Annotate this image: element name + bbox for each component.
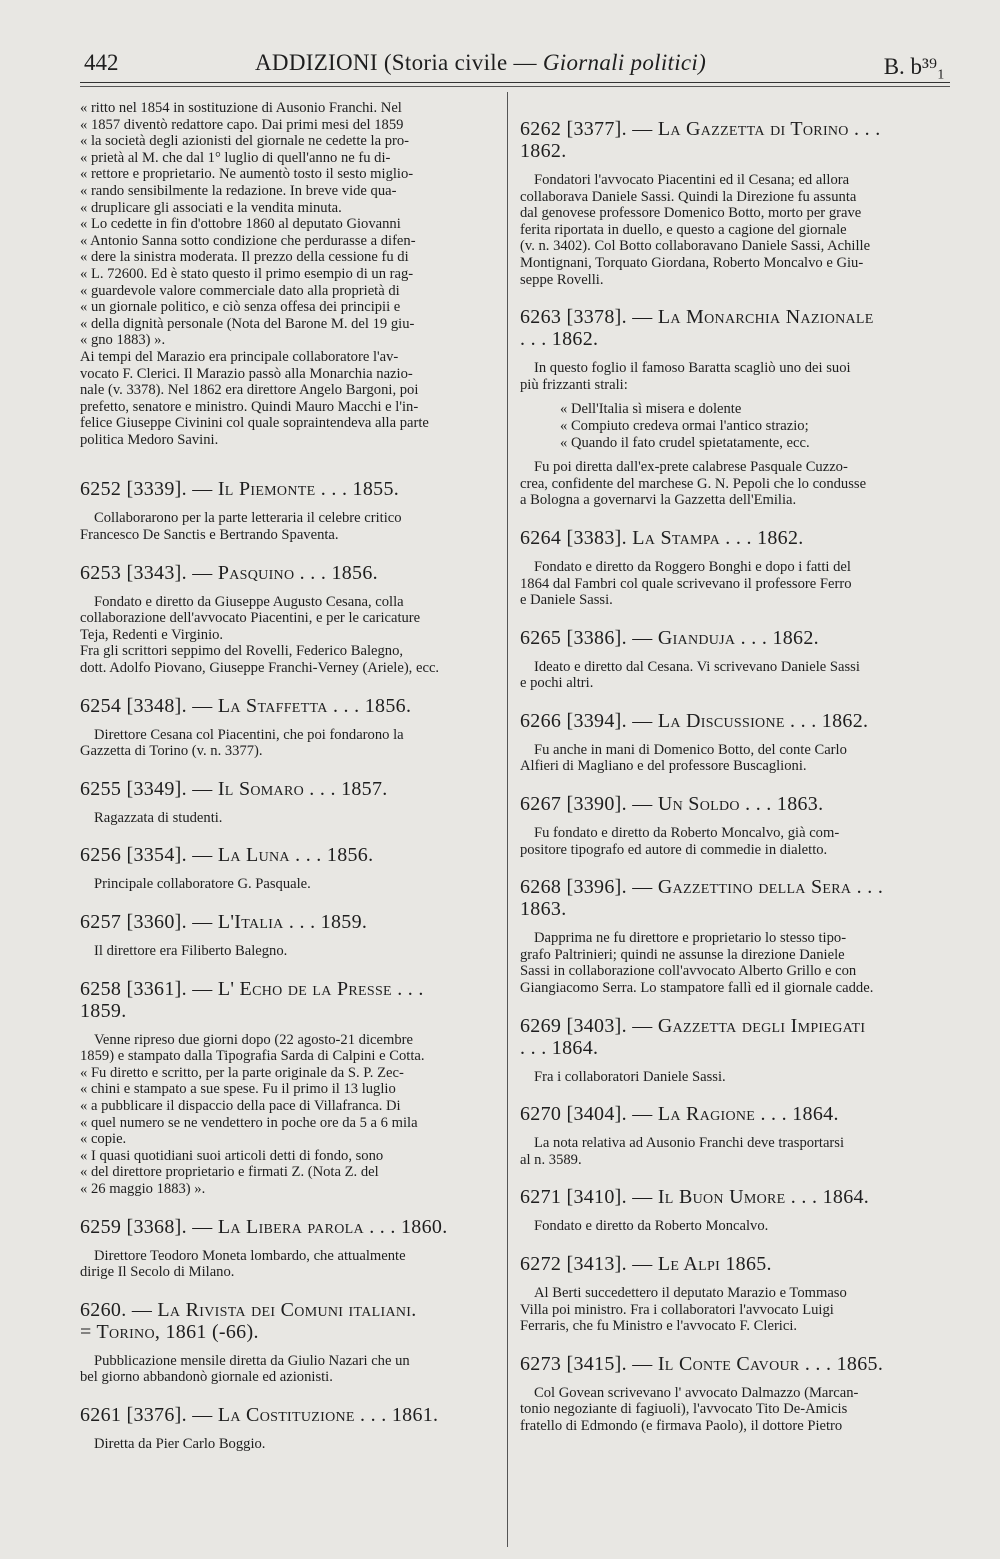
intro-line: « gno 1883) ». bbox=[80, 332, 166, 349]
entry-line: Principale collaboratore G. Pasquale. bbox=[94, 876, 311, 893]
entry-heading bbox=[520, 527, 940, 549]
catalog-entry bbox=[520, 527, 940, 609]
entry-line: e Daniele Sassi. bbox=[520, 592, 613, 609]
right-column bbox=[520, 100, 940, 1435]
verse-line: « Quando il fato crudel spietatamente, ecc. bbox=[560, 434, 810, 451]
entry-heading bbox=[520, 876, 940, 898]
entry-line: fratello di Edmondo (e firmava Paolo), il dottore Pietro bbox=[520, 1417, 843, 1434]
entry-line: bel giorno abbandonò giornale ed azionisti. bbox=[80, 1369, 333, 1386]
entry-line: Francesco De Sanctis e Bertrando Spaventa. bbox=[80, 527, 339, 544]
intro-line: « Antonio Sanna sotto condizione che perdurasse a difen- bbox=[80, 232, 416, 249]
entry-line: Venne ripreso due giorni dopo (22 agosto-21 dicembre bbox=[94, 1031, 413, 1048]
left-column bbox=[80, 100, 495, 1453]
column-divider bbox=[507, 92, 508, 1547]
entry-line: tonio negoziante di fagiuoli), l'avvocato Tito De-Amicis bbox=[520, 1401, 848, 1418]
entry-line: Pubblicazione mensile diretta da Giulio Nazari che un bbox=[94, 1352, 410, 1369]
intro-line: « 1857 diventò redattore capo. Dai primi mesi del 1859 bbox=[80, 116, 404, 133]
entry-line: crea, confidente del marchese G. N. Pepoli che lo condusse bbox=[520, 475, 867, 492]
entry-line: 1864 dal Fambri col quale scrivevano il professore Ferro bbox=[520, 575, 852, 592]
entry-body bbox=[520, 1218, 940, 1235]
entry-body bbox=[520, 659, 940, 692]
intro-line: « della dignità personale (Nota del Barone M. del 19 giu- bbox=[80, 315, 415, 332]
entry-number: 6258 [3361]. bbox=[80, 977, 187, 1000]
entry-number: 6272 [3413]. bbox=[520, 1253, 627, 1275]
catalog-entry bbox=[80, 778, 495, 827]
entry-line: Fu fondato e diretto da Roberto Moncalvo, già com- bbox=[534, 825, 840, 842]
catalog-entry bbox=[520, 306, 940, 509]
entry-line: 1859) e stampato dalla Tipografia Sarda di Calpini e Cotta. bbox=[80, 1048, 425, 1065]
entry-title: La Stampa . . . 1862. bbox=[632, 526, 804, 549]
catalog-entry bbox=[80, 911, 495, 960]
intro-line: vocato F. Clerici. Il Marazio passò alla Monarchia nazio- bbox=[80, 365, 413, 382]
entry-number: 6270 [3404]. bbox=[520, 1103, 627, 1126]
intro-line: « dere la sinistra moderata. Il prezzo della cessione fu di bbox=[80, 249, 409, 266]
entry-line: grafo Paltrinieri; quindi ne assunse la direzione Daniele bbox=[520, 946, 845, 963]
entry-body bbox=[80, 1436, 495, 1453]
right-entries bbox=[520, 118, 940, 1435]
entry-number: 6262 [3377]. bbox=[520, 118, 627, 140]
entry-title: — Il Buon Umore . . . 1864. bbox=[632, 1186, 870, 1209]
entry-line: Ideato e diretto dal Cesana. Vi scrivevano Daniele Sassi bbox=[534, 658, 860, 675]
entry-heading bbox=[80, 844, 495, 866]
entry-line: « del direttore proprietario e firmati Z. (Nota Z. del bbox=[80, 1164, 379, 1181]
entry-line: Fondato e diretto da Roggero Bonghi e dopo i fatti del bbox=[534, 558, 851, 575]
catalog-entry bbox=[80, 1216, 495, 1281]
catalog-entry bbox=[520, 627, 940, 692]
intro-line: « un giornale politico, e ciò senza offesa dei principii e bbox=[80, 299, 401, 316]
entry-heading bbox=[80, 911, 495, 933]
header-rule-thin bbox=[80, 86, 950, 87]
entry-body bbox=[80, 810, 495, 827]
catalog-entry bbox=[80, 844, 495, 893]
entry-line: e pochi altri. bbox=[520, 675, 594, 692]
entry-title: — L'Italia . . . 1859. bbox=[192, 911, 368, 933]
entry-number: 6263 [3378]. bbox=[520, 306, 627, 329]
entry-line: Collaborarono per la parte letteraria il celebre critico bbox=[94, 510, 402, 527]
entry-number: 6256 [3354]. bbox=[80, 844, 187, 867]
entry-line: collaborazione dell'avvocato Piacentini, e per le caricature bbox=[80, 610, 421, 627]
running-title-italic: Giornali politici) bbox=[542, 50, 707, 75]
entry-heading bbox=[520, 627, 940, 649]
entry-heading bbox=[80, 1216, 495, 1238]
signature-mark: B. b³⁹₁ bbox=[883, 54, 945, 79]
entry-line: Alfieri di Magliano e del professore Buscaglioni. bbox=[520, 758, 807, 775]
entry-title: — La Gazzetta di Torino . . . bbox=[632, 118, 881, 140]
entry-line: La nota relativa ad Ausonio Franchi deve trasportarsi bbox=[534, 1135, 845, 1152]
intro-line: prefetto, senatore e ministro. Quindi Mauro Macchi e l'in- bbox=[80, 398, 419, 415]
entry-line: al n. 3589. bbox=[520, 1151, 582, 1168]
entry-line: (v. n. 3402). Col Botto collaboravano Daniele Sassi, Achille bbox=[520, 238, 871, 255]
catalog-entry bbox=[80, 478, 495, 543]
entry-title: — Il Somaro . . . 1857. bbox=[192, 777, 388, 800]
entry-line: più frizzanti strali: bbox=[520, 376, 628, 393]
entry-heading bbox=[80, 778, 495, 800]
entry-heading-cont: 1862. bbox=[520, 140, 567, 162]
entry-line: « chini e stampato a sue spese. Fu il primo il 13 luglio bbox=[80, 1081, 396, 1098]
entry-title: — Il Conte Cavour . . . 1865. bbox=[632, 1352, 884, 1375]
entry-body bbox=[80, 876, 495, 893]
entry-body bbox=[80, 510, 495, 543]
entry-heading-cont: 1863. bbox=[520, 898, 567, 921]
entry-number: 6265 [3386]. bbox=[520, 626, 627, 649]
entry-title: — L' Echo de la Presse . . . bbox=[192, 977, 424, 1000]
running-title bbox=[255, 50, 706, 76]
entry-heading-cont: . . . 1862. bbox=[520, 328, 599, 351]
catalog-entry bbox=[520, 1353, 940, 1435]
entry-number: 6269 [3403]. bbox=[520, 1014, 627, 1037]
intro-line: « rettore e proprietario. Ne aumentò tosto il sesto miglio- bbox=[80, 166, 414, 183]
entry-body bbox=[80, 594, 495, 677]
entry-line: dott. Adolfo Piovano, Giuseppe Franchi-Verney (Ariele), ecc. bbox=[80, 660, 440, 677]
entry-number: 6267 [3390]. bbox=[520, 793, 627, 816]
intro-line: « rando sensibilmente la redazione. In breve vide qua- bbox=[80, 182, 397, 199]
entry-heading bbox=[80, 1299, 495, 1321]
entry-body bbox=[520, 930, 940, 996]
intro-line: nale (v. 3378). Nel 1862 era direttore Angelo Bargoni, poi bbox=[80, 382, 419, 399]
entry-line: « copie. bbox=[80, 1131, 127, 1148]
entry-line: Fondato e diretto da Roberto Moncalvo. bbox=[534, 1218, 769, 1235]
entry-title: — La Libera parola . . . 1860. bbox=[192, 1215, 448, 1238]
entry-heading bbox=[520, 1015, 940, 1037]
entry-line: dal genovese professore Domenico Botto, morto per grave bbox=[520, 205, 862, 222]
entry-heading-cont: 1859. bbox=[80, 999, 127, 1022]
entry-title: — Il Piemonte . . . 1855. bbox=[192, 478, 400, 501]
entry-title: — La Ragione . . . 1864. bbox=[632, 1103, 839, 1126]
header-rule bbox=[80, 82, 950, 83]
entry-body bbox=[80, 727, 495, 760]
entry-title: — Gazzettino della Sera . . . bbox=[632, 876, 884, 899]
entry-line: Diretta da Pier Carlo Boggio. bbox=[94, 1435, 266, 1452]
entry-number: 6253 [3343]. bbox=[80, 561, 187, 584]
verse-block bbox=[520, 401, 940, 451]
running-title-text: ADDIZIONI (Storia civile — bbox=[255, 50, 537, 75]
catalog-entry bbox=[80, 1404, 495, 1453]
entry-number: 6255 [3349]. bbox=[80, 777, 187, 800]
running-header bbox=[80, 44, 945, 92]
entry-line: « Fu diretto e scritto, per la parte originale da S. P. Zec- bbox=[80, 1064, 404, 1081]
entry-line: Fondato e diretto da Giuseppe Augusto Cesana, colla bbox=[94, 593, 404, 610]
intro-line: « la società degli azionisti del giornale ne cedette la pro- bbox=[80, 133, 410, 150]
entry-line: « quel numero se ne vendettero in poche ore da 5 a 6 mila bbox=[80, 1114, 418, 1131]
catalog-entry bbox=[520, 876, 940, 996]
entry-line: Direttore Cesana col Piacentini, che poi fondarono la bbox=[94, 726, 404, 743]
entry-body bbox=[80, 1353, 495, 1386]
entry-line: « 26 maggio 1883) ». bbox=[80, 1180, 206, 1197]
entry-heading bbox=[520, 793, 940, 815]
entry-title: — La Costituzione . . . 1861. bbox=[192, 1403, 439, 1426]
entry-body bbox=[520, 1285, 940, 1335]
entry-line: collaborava Daniele Sassi. Quindi la Direzione fu assunta bbox=[520, 188, 857, 205]
entry-body bbox=[520, 360, 940, 509]
entry-line: Fu anche in mani di Domenico Botto, del conte Carlo bbox=[534, 741, 847, 758]
entry-number: 6264 [3383]. bbox=[520, 526, 627, 549]
entry-body bbox=[520, 742, 940, 775]
entry-heading bbox=[520, 1103, 940, 1125]
entry-heading bbox=[80, 562, 495, 584]
entry-number: 6259 [3368]. bbox=[80, 1215, 187, 1238]
catalog-entry bbox=[520, 710, 940, 775]
entry-line: Giangiacomo Serra. Lo stampatore fallì ed il giornale cadde. bbox=[520, 980, 874, 997]
catalog-entry bbox=[520, 1253, 940, 1335]
catalog-entry bbox=[80, 695, 495, 760]
entry-line: Ragazzata di studenti. bbox=[94, 809, 223, 826]
entry-body bbox=[520, 1385, 940, 1435]
entry-line: Montignani, Torquato Giordana, Roberto Moncalvo e Giu- bbox=[520, 254, 864, 271]
entry-body bbox=[520, 172, 940, 288]
entry-title: — La Rivista dei Comuni italiani. bbox=[131, 1298, 417, 1321]
entry-line: seppe Rovelli. bbox=[520, 271, 604, 288]
entry-heading bbox=[80, 478, 495, 500]
entry-title: — La Monarchia Nazionale bbox=[632, 306, 874, 329]
entry-heading bbox=[80, 1404, 495, 1426]
entry-title: — La Luna . . . 1856. bbox=[192, 844, 374, 867]
entry-line: ferita riportata in duello, e questo a cagione del giornale bbox=[520, 221, 847, 238]
entry-heading bbox=[520, 710, 940, 732]
entry-number: 6261 [3376]. bbox=[80, 1403, 187, 1426]
entry-line: dirige Il Secolo di Milano. bbox=[80, 1264, 235, 1281]
entry-title: — Gianduja . . . 1862. bbox=[632, 626, 819, 649]
entry-number: 6254 [3348]. bbox=[80, 694, 187, 717]
intro-quote bbox=[80, 100, 495, 448]
intro-line: Ai tempi del Marazio era principale collaboratore l'av- bbox=[80, 348, 399, 365]
entry-heading bbox=[520, 1353, 940, 1375]
entry-line: Fu poi diretta dall'ex-prete calabrese Pasquale Cuzzo- bbox=[534, 459, 848, 476]
entry-line: Fra gli scrittori seppimo del Rovelli, Federico Balegno, bbox=[80, 643, 404, 660]
intro-line: « ritto nel 1854 in sostituzione di Ausonio Franchi. Nel bbox=[80, 100, 402, 116]
entry-heading bbox=[520, 118, 940, 140]
catalog-entry bbox=[520, 793, 940, 858]
entry-line: Col Govean scrivevano l' avvocato Dalmazzo (Marcan- bbox=[534, 1384, 859, 1401]
entry-heading bbox=[80, 695, 495, 717]
intro-line: politica Medoro Savini. bbox=[80, 431, 219, 448]
catalog-entry bbox=[80, 562, 495, 677]
entry-line: a Bologna a governarvi la Gazzetta dell'Emilia. bbox=[520, 492, 797, 509]
entry-number: 6252 [3339]. bbox=[80, 478, 187, 501]
intro-line: « guardevole valore commerciale dato alla proprietà di bbox=[80, 282, 400, 299]
entry-line: positore tipografo ed autore di commedie in dialetto. bbox=[520, 841, 828, 858]
entry-body bbox=[520, 1135, 940, 1168]
entry-line: « I quasi quotidiani suoi articoli detti di fondo, sono bbox=[80, 1147, 384, 1164]
entry-number: 6268 [3396]. bbox=[520, 876, 627, 899]
entry-line: Direttore Teodoro Moneta lombardo, che attualmente bbox=[94, 1247, 406, 1264]
intro-line: « prietà al M. che dal 1° luglio di quell'anno ne fu di- bbox=[80, 149, 391, 166]
entry-body bbox=[520, 559, 940, 609]
entry-body bbox=[520, 825, 940, 858]
entry-body bbox=[520, 1069, 940, 1086]
entry-title: — Pasquino . . . 1856. bbox=[192, 561, 378, 584]
catalog-entry bbox=[520, 118, 940, 288]
intro-line: felice Giuseppe Civinini col quale sopraintendeva alla parte bbox=[80, 415, 429, 432]
entry-line: Fondatori l'avvocato Piacentini ed il Cesana; ed allora bbox=[534, 172, 850, 188]
entry-line: In questo foglio il famoso Baratta scagliò uno dei suoi bbox=[534, 360, 851, 377]
entry-body bbox=[80, 943, 495, 960]
verse-line: « Dell'Italia sì misera e dolente bbox=[560, 401, 742, 418]
catalog-entry bbox=[520, 1015, 940, 1086]
entry-line: Gazzetta di Torino (v. n. 3377). bbox=[80, 743, 263, 760]
intro-line: « L. 72600. Ed è stato questo il primo esempio di un rag- bbox=[80, 265, 414, 282]
entry-body bbox=[80, 1248, 495, 1281]
entry-title: — Un Soldo . . . 1863. bbox=[632, 793, 824, 816]
entry-line: Sassi in collaborazione coll'avvocato Alberto Grillo e con bbox=[520, 963, 857, 980]
entry-heading bbox=[80, 978, 495, 1000]
verse-line: « Compiuto credeva ormai l'antico strazio; bbox=[560, 417, 809, 434]
catalog-entry bbox=[520, 1103, 940, 1168]
catalog-entry bbox=[520, 1186, 940, 1235]
entry-number: 6271 [3410]. bbox=[520, 1186, 627, 1209]
entry-title: — Gazzetta degli Impiegati bbox=[632, 1014, 866, 1037]
entry-line: Teja, Redenti e Virginio. bbox=[80, 626, 224, 643]
entry-line: Al Berti succedettero il deputato Marazio e Tommaso bbox=[534, 1285, 847, 1301]
entry-heading-cont: . . . 1864. bbox=[520, 1036, 599, 1059]
page-number: 442 bbox=[84, 50, 119, 75]
entry-number: 6273 [3415]. bbox=[520, 1352, 627, 1375]
entry-title: — Le Alpi 1865. bbox=[632, 1253, 772, 1275]
entry-title: — La Discussione . . . 1862. bbox=[632, 709, 869, 732]
intro-line: « druplicare gli associati e la vendita minuta. bbox=[80, 199, 342, 216]
entry-line: Villa poi ministro. Fra i collaboratori l'avvocato Luigi bbox=[520, 1301, 834, 1318]
intro-line: « Lo cedette in fin d'ottobre 1860 al deputato Giovanni bbox=[80, 216, 401, 233]
entry-line: « a pubblicare il dispaccio della pace di Villafranca. Di bbox=[80, 1097, 401, 1114]
entry-line: Dapprima ne fu direttore e proprietario lo stesso tipo- bbox=[534, 930, 847, 947]
entry-heading-cont: = Torino, 1861 (-66). bbox=[80, 1320, 259, 1343]
catalog-entry bbox=[80, 1299, 495, 1386]
entry-heading bbox=[520, 306, 940, 328]
entry-heading bbox=[520, 1253, 940, 1275]
entry-line: Ferraris, che fu Ministro e l'avvocato F. Clerici. bbox=[520, 1318, 798, 1335]
entry-heading bbox=[520, 1186, 940, 1208]
entry-line: Fra i collaboratori Daniele Sassi. bbox=[534, 1068, 726, 1085]
catalog-entry bbox=[80, 978, 495, 1198]
entry-body bbox=[80, 1032, 495, 1198]
left-entries bbox=[80, 478, 495, 1452]
entry-number: 6266 [3394]. bbox=[520, 709, 627, 732]
entry-number: 6257 [3360]. bbox=[80, 911, 187, 933]
entry-title: — La Staffetta . . . 1856. bbox=[192, 694, 412, 717]
entry-number: 6260. bbox=[80, 1298, 127, 1321]
entry-line: Il direttore era Filiberto Balegno. bbox=[94, 943, 288, 959]
